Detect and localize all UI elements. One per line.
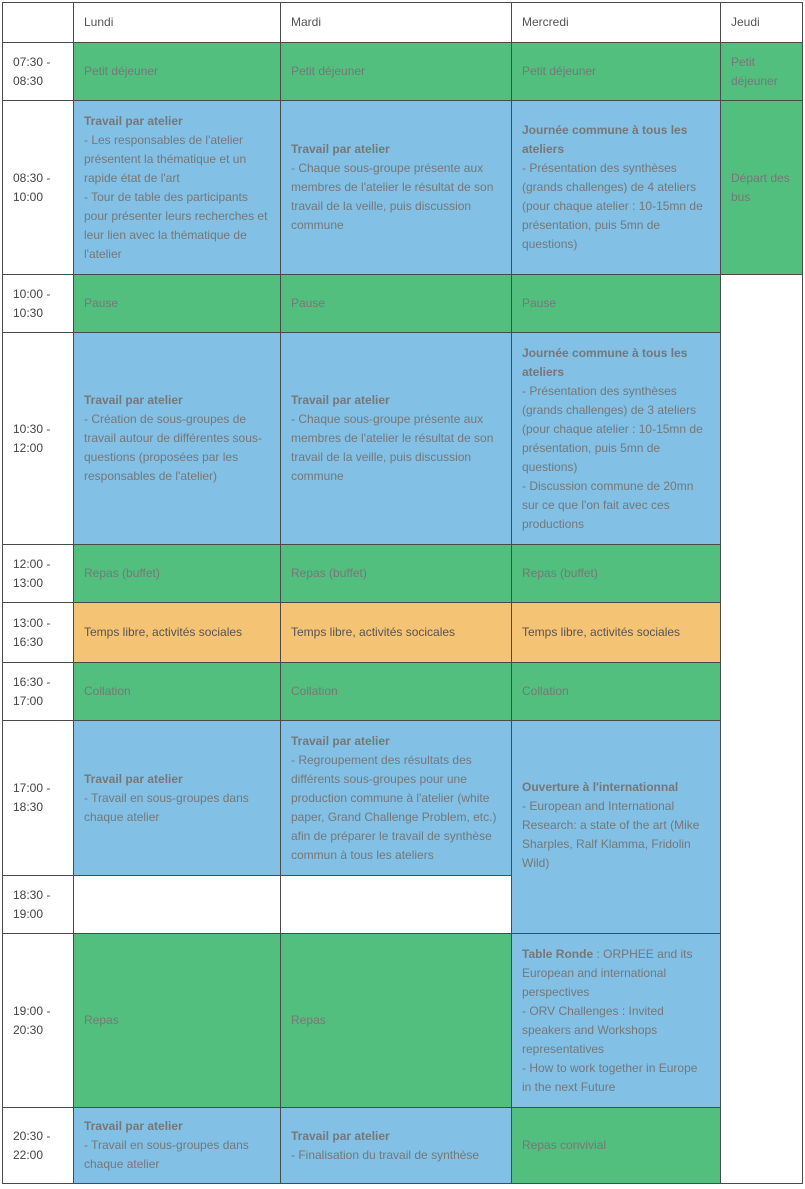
event-cell: Repas (buffet): [512, 545, 721, 603]
empty-cell: [281, 876, 512, 934]
schedule-row: [3, 721, 803, 876]
event-line: speakers and Workshops: [522, 1022, 658, 1037]
event-line: présentation, puis 5mn de: [522, 218, 661, 232]
event-cell: Petit déjeuner: [74, 43, 281, 101]
event-cell: Collation: [281, 663, 512, 721]
event-line: - European and International: [522, 799, 675, 813]
event-cell: [281, 721, 512, 876]
time-start: 10:00 -: [13, 286, 51, 301]
event-line: - Les responsables de l'atelier: [84, 132, 244, 147]
event-title: Travail par atelier: [84, 1119, 183, 1133]
event-line: paper, Grand Challenge Problem, etc.): [291, 809, 497, 824]
event-cell: Temps libre, activités sociales: [512, 603, 721, 663]
event-line: - Chaque sous-groupe présente aux: [291, 161, 484, 175]
time-slot: [3, 333, 74, 545]
event-title: ateliers: [522, 364, 565, 379]
time-slot: [3, 43, 74, 101]
event-line: commune: [291, 469, 344, 483]
event-title: ateliers: [522, 142, 565, 156]
time-slot: [3, 275, 74, 333]
time-start: 19:00 -: [13, 1003, 51, 1018]
event-cell: [512, 934, 721, 1108]
event-line: - Tour de table des participants: [84, 189, 248, 204]
event-cell: [721, 101, 803, 275]
event-line: différents sous-groupes pour une: [291, 771, 467, 786]
time-start: 20:30 -: [13, 1128, 51, 1143]
event-cell: [74, 721, 281, 876]
event-line: chaque atelier: [84, 809, 160, 824]
event-line: commun à tous les ateliers: [291, 847, 434, 862]
time-end: 19:00: [13, 906, 44, 921]
event-line: (grands challenges) de 4 ateliers: [522, 180, 697, 194]
time-slot: [3, 934, 74, 1108]
schedule-row: [3, 333, 803, 545]
event-cell: Repas (buffet): [74, 545, 281, 603]
event-line: - Présentation des synthèses: [522, 383, 677, 398]
event-line: travail de la veille, puis discussion: [291, 199, 472, 213]
schedule-row: [3, 934, 803, 1108]
schedule-row: [3, 663, 803, 721]
event-line: - Finalisation du travail de synthèse: [291, 1147, 480, 1162]
time-end: 13:00: [13, 575, 44, 590]
event-title: Ouverture à l'internationnal: [522, 780, 679, 794]
time-end: 18:30: [13, 800, 44, 814]
event-line: - Présentation des synthèses: [522, 161, 677, 175]
event-line: perspectives: [522, 984, 590, 999]
event-line: production commune à l'atelier (white: [291, 790, 490, 805]
time-slot: [3, 1108, 74, 1184]
time-end: 20:30: [13, 1022, 44, 1037]
event-title: Travail par atelier: [84, 393, 183, 407]
event-cell: [74, 1108, 281, 1184]
event-line: rapide état de l'art: [84, 170, 180, 185]
time-start: 10:30 -: [13, 421, 51, 436]
schedule-row: [3, 545, 803, 603]
event-line: commune: [291, 218, 344, 232]
schedule-row: [3, 1108, 803, 1184]
event-cell: Temps libre, activités sociales: [74, 603, 281, 663]
event-cell: Petit déjeuner: [281, 43, 512, 101]
event-cell: [512, 101, 721, 275]
empty-area: [721, 275, 803, 1184]
event-line: - Création de sous-groupes de: [84, 412, 247, 426]
event-line: - Travail en sous-groupes dans: [84, 790, 249, 805]
event-cell: Collation: [74, 663, 281, 721]
event-line: Départ des: [731, 170, 790, 185]
event-cell: Repas: [281, 934, 512, 1108]
event-line: sur ce que l'on fait avec ces: [522, 497, 670, 512]
time-end: 22:00: [13, 1147, 44, 1162]
event-line: membres de l'atelier le résultat de son: [291, 180, 494, 194]
time-end: 12:00: [13, 440, 44, 455]
event-line: leur lien avec la thématique de: [84, 227, 247, 242]
time-slot: [3, 876, 74, 934]
event-title: Travail par atelier: [291, 733, 390, 748]
event-title: Journée commune à tous les: [522, 345, 688, 360]
event-title: Travail par atelier: [84, 113, 183, 128]
event-line: - Discussion commune de 20mn: [522, 478, 694, 493]
event-title: Travail par atelier: [84, 771, 183, 786]
event-cell: Pause: [74, 275, 281, 333]
time-start: 16:30 -: [13, 674, 51, 689]
schedule-table: [2, 2, 803, 1184]
event-line: Research: a state of the art (Mike: [522, 818, 700, 832]
schedule-row: [3, 275, 803, 333]
time-end: 17:00: [13, 693, 44, 708]
time-slot: [3, 101, 74, 275]
event-line: questions): [522, 459, 578, 474]
schedule-row: [3, 43, 803, 101]
event-line: Sharples, Ralf Klamma, Fridolin: [522, 837, 691, 851]
event-line: in the next Future: [522, 1079, 616, 1094]
time-start: 07:30 -: [13, 54, 51, 69]
event-line: travail autour de différentes sous-: [84, 431, 262, 445]
event-line: representatives: [522, 1041, 605, 1056]
event-line: productions: [522, 516, 585, 531]
day-header-lundi: Lundi: [74, 3, 281, 43]
event-title: Travail par atelier: [291, 393, 390, 407]
time-end: 16:30: [13, 634, 44, 649]
event-line: European and international: [522, 965, 667, 980]
event-cell: [281, 101, 512, 275]
header-row: [3, 3, 803, 43]
event-line: chaque atelier: [84, 1157, 160, 1171]
event-line: questions (proposées par les: [84, 450, 239, 464]
time-end: 08:30: [13, 73, 44, 88]
event-line: (pour chaque atelier : 10-15mn de: [522, 199, 703, 213]
time-slot: [3, 603, 74, 663]
event-line: (pour chaque atelier : 10-15mn de: [522, 421, 703, 436]
event-line: - Travail en sous-groupes dans: [84, 1138, 249, 1152]
event-line: afin de préparer le travail de synthèse: [291, 828, 492, 843]
time-slot: [3, 721, 74, 876]
time-start: 12:00 -: [13, 556, 51, 571]
event-cell: [721, 43, 803, 101]
event-cell: Pause: [512, 275, 721, 333]
event-cell: [74, 101, 281, 275]
day-header-mercredi: Mercredi: [512, 3, 721, 43]
event-title-rest: : ORPHEE and its: [593, 946, 693, 961]
event-line: - Regroupement des résultats des: [291, 752, 472, 767]
event-cell: [74, 333, 281, 545]
time-slot: [3, 663, 74, 721]
event-cell: Repas convivial: [512, 1108, 721, 1184]
time-start: 13:00 -: [13, 615, 51, 630]
event-line: questions): [522, 237, 578, 251]
event-line: bus: [731, 189, 751, 204]
event-cell: [281, 333, 512, 545]
event-cell: Petit déjeuner: [512, 43, 721, 101]
event-cell: Repas: [74, 934, 281, 1108]
day-header-mardi: Mardi: [281, 3, 512, 43]
event-title: Table Ronde: [522, 946, 594, 961]
event-line: pour présenter leurs recherches et: [84, 208, 268, 223]
event-line: travail de la veille, puis discussion: [291, 450, 472, 464]
event-line: l'atelier: [84, 246, 122, 261]
event-title: Travail par atelier: [291, 1128, 390, 1143]
event-title: Travail par atelier: [291, 142, 390, 156]
event-line: membres de l'atelier le résultat de son: [291, 431, 494, 445]
empty-cell: [74, 876, 281, 934]
event-line: Petit: [731, 54, 756, 69]
event-line: Wild): [522, 856, 550, 870]
event-cell: [512, 333, 721, 545]
event-cell: Pause: [281, 275, 512, 333]
event-cell: [512, 721, 721, 934]
event-cell: Temps libre, activités socicales: [281, 603, 512, 663]
time-end: 10:30: [13, 305, 44, 320]
time-slot: [3, 545, 74, 603]
time-start: 18:30 -: [13, 887, 51, 902]
corner-cell: [3, 3, 74, 43]
event-line: déjeuner: [731, 73, 778, 88]
event-line: - Chaque sous-groupe présente aux: [291, 412, 484, 426]
event-cell: [281, 1108, 512, 1184]
event-line: présentation, puis 5mn de: [522, 440, 661, 455]
event-line: responsables de l'atelier): [84, 469, 218, 483]
schedule-row: [3, 603, 803, 663]
event-line: (grands challenges) de 3 ateliers: [522, 402, 697, 417]
time-end: 10:00: [13, 189, 44, 204]
event-line: - ORV Challenges : Invited: [522, 1003, 664, 1018]
event-line: - How to work together in Europe: [522, 1060, 698, 1075]
event-cell: Repas (buffet): [281, 545, 512, 603]
day-header-jeudi: Jeudi: [721, 3, 803, 43]
event-line: présentent la thématique et un: [84, 151, 247, 166]
event-title: Journée commune à tous les: [522, 123, 688, 137]
event-cell: Collation: [512, 663, 721, 721]
schedule-row: [3, 101, 803, 275]
event-line: [522, 945, 710, 964]
time-start: 17:00 -: [13, 781, 51, 795]
time-start: 08:30 -: [13, 170, 51, 185]
